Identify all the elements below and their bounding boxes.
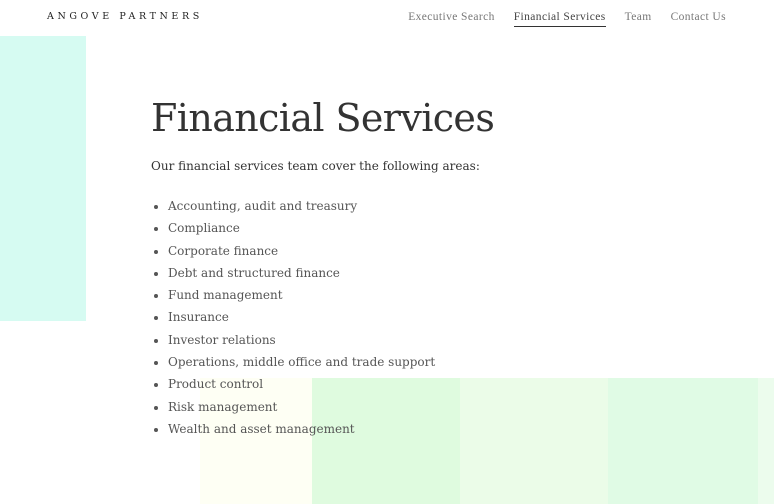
intro-text: Our financial services team cover the following areas: — [151, 159, 480, 173]
nav-link-executive-search[interactable]: Executive Search — [408, 11, 495, 23]
decorative-green-block — [758, 378, 774, 504]
site-header — [0, 0, 774, 36]
list-item: • Accounting, audit and treasury — [168, 195, 711, 217]
main-content — [151, 90, 711, 440]
list-item: • Product control — [168, 373, 711, 395]
list-item: • Debt and structured finance — [168, 262, 711, 284]
list-item: • Insurance — [168, 306, 711, 328]
nav-link-financial-services[interactable]: Financial Services — [514, 10, 606, 27]
nav-link-team[interactable]: Team — [624, 11, 652, 23]
brand-logo[interactable]: ANGOVE PARTNERS — [47, 11, 203, 22]
list-item: • Operations, middle office and trade support — [168, 351, 711, 373]
list-item: • Fund management — [168, 284, 711, 306]
list-item: • Compliance — [168, 217, 711, 239]
list-item: • Investor relations — [168, 329, 711, 351]
nav-link-contact-us[interactable]: Contact Us — [670, 11, 726, 23]
decorative-aqua-block — [0, 36, 86, 321]
service-areas-list — [151, 195, 711, 440]
list-item: • Wealth and asset management — [168, 418, 711, 440]
list-item: • Risk management — [168, 396, 711, 418]
main-nav — [408, 10, 726, 27]
list-item: • Corporate finance — [168, 240, 711, 262]
page-title: Financial Services — [151, 96, 495, 140]
